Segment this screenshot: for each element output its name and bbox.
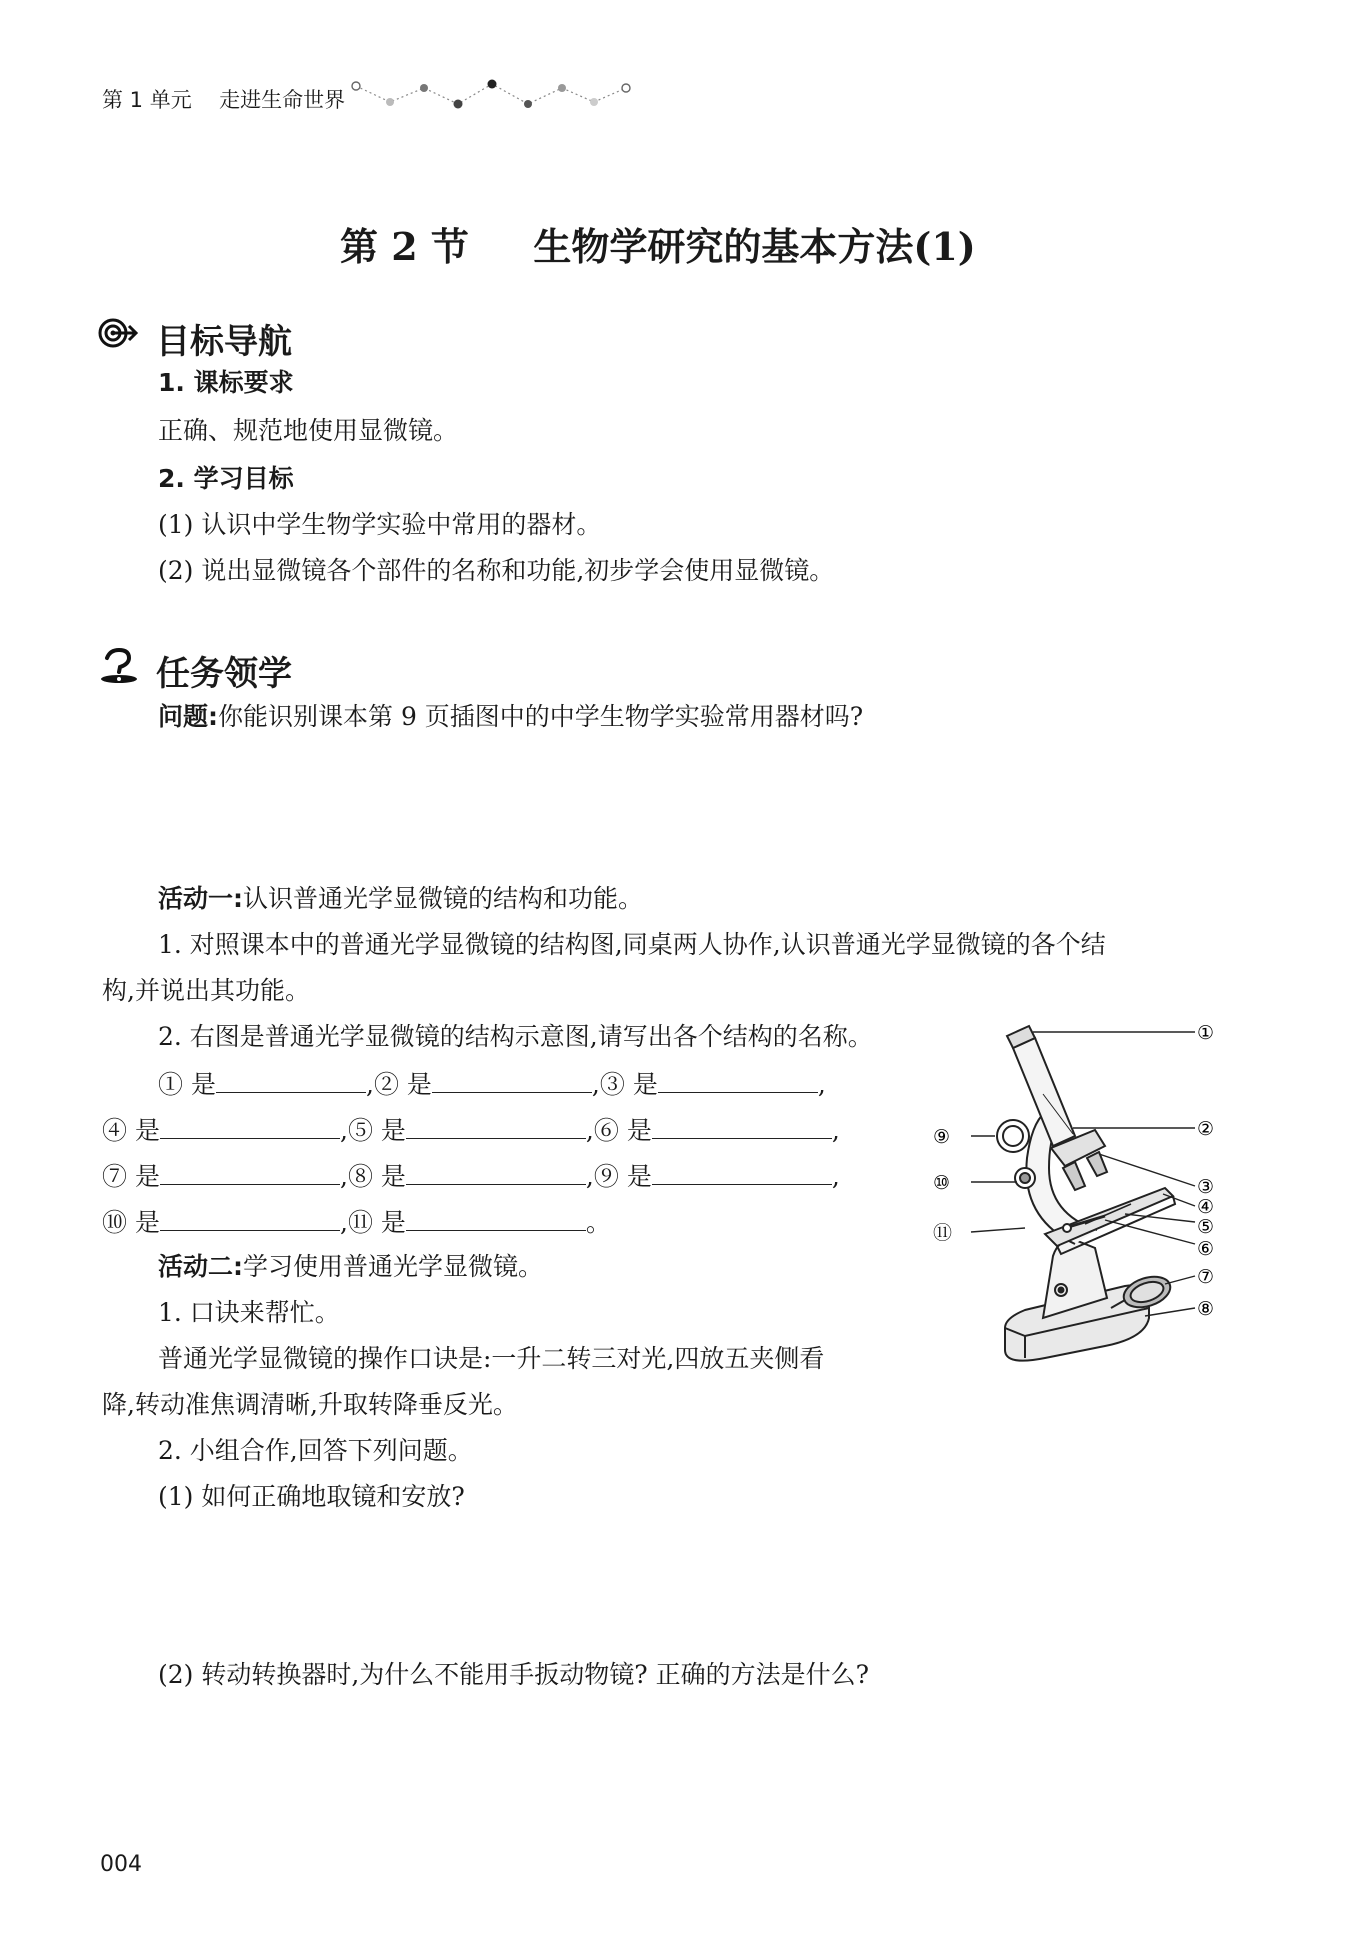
answer-blank-10[interactable] — [160, 1208, 340, 1231]
blank-row-4 — [102, 1208, 611, 1235]
is-word: 是 — [632, 1070, 658, 1099]
period: 。 — [585, 1208, 611, 1237]
blank-label-1: ① — [158, 1070, 184, 1099]
curriculum-text: 正确、规范地使用显微镜。 — [158, 416, 459, 445]
is-word: 是 — [626, 1162, 652, 1191]
comma: , — [817, 1070, 826, 1099]
microscope-diagram — [925, 1018, 1225, 1378]
comma: , — [831, 1162, 840, 1191]
blank-row-3 — [102, 1162, 840, 1189]
is-word: 是 — [134, 1162, 160, 1191]
blank-label-9: ⑨ — [593, 1162, 619, 1191]
answer-blank-9[interactable] — [652, 1162, 832, 1185]
task-question — [158, 704, 863, 729]
answer-blank-11[interactable] — [406, 1208, 586, 1231]
blank-label-7: ⑦ — [102, 1162, 128, 1191]
is-word: 是 — [406, 1070, 432, 1099]
activity1-step1-line1: 1. 对照课本中的普通光学显微镜的结构图,同桌两人协作,认识普通光学显微镜的各个结 — [158, 930, 1106, 959]
activity1-text: 认识普通光学显微镜的结构和功能。 — [243, 884, 644, 913]
answer-blank-4[interactable] — [160, 1116, 340, 1139]
answer-blank-3[interactable] — [658, 1070, 818, 1093]
blank-label-2: ② — [373, 1070, 399, 1099]
activity2-question-1: (1) 如何正确地取镜和安放? — [158, 1482, 465, 1511]
objectives-heading: 目标导航 — [156, 322, 292, 362]
figure-label-10: ⑩ — [933, 1172, 951, 1194]
section-name: 生物学研究的基本方法(1) — [533, 224, 976, 269]
curriculum-label: 1. 课标要求 — [158, 368, 294, 397]
answer-blank-1[interactable] — [216, 1070, 366, 1093]
figure-label-6: ⑥ — [1197, 1238, 1215, 1260]
activity1-label: 活动一: — [158, 884, 243, 913]
answer-blank-6[interactable] — [652, 1116, 832, 1139]
activity1-step1-line2: 构,并说出其功能。 — [102, 976, 310, 1005]
figure-label-1: ① — [1197, 1022, 1215, 1044]
answer-blank-5[interactable] — [406, 1116, 586, 1139]
comma: , — [365, 1070, 374, 1099]
activity2-title — [158, 1254, 543, 1279]
blank-label-5: ⑤ — [347, 1116, 373, 1145]
comma: , — [339, 1208, 348, 1237]
target-icon — [98, 316, 140, 350]
answer-blank-2[interactable] — [432, 1070, 592, 1093]
blank-label-8: ⑧ — [347, 1162, 373, 1191]
page-number: 004 — [100, 1852, 142, 1877]
figure-label-9: ⑨ — [933, 1126, 951, 1148]
comma: , — [339, 1162, 348, 1191]
is-word: 是 — [190, 1070, 216, 1099]
figure-label-3: ③ — [1197, 1176, 1215, 1198]
question-label: 问题: — [158, 702, 218, 731]
blank-row-1 — [158, 1070, 826, 1097]
section-number: 第 2 节 — [340, 224, 469, 269]
blank-label-6: ⑥ — [593, 1116, 619, 1145]
figure-label-11: ⑪ — [933, 1222, 953, 1244]
goal-1: (1) 认识中学生物学实验中常用的器材。 — [158, 510, 602, 539]
tasks-heading: 任务领学 — [156, 654, 292, 694]
figure-label-8: ⑧ — [1197, 1298, 1215, 1320]
comma: , — [585, 1116, 594, 1145]
mnemonic-line2: 降,转动准焦调清晰,升取转降垂反光。 — [102, 1390, 518, 1419]
activity1-step2: 2. 右图是普通光学显微镜的结构示意图,请写出各个结构的名称。 — [158, 1022, 873, 1051]
blank-label-4: ④ — [102, 1116, 128, 1145]
is-word: 是 — [380, 1208, 406, 1237]
figure-label-4: ④ — [1197, 1196, 1215, 1218]
blank-label-11: ⑪ — [347, 1208, 373, 1237]
activity2-text: 学习使用普通光学显微镜。 — [243, 1252, 544, 1281]
header-dots-decoration — [350, 78, 632, 112]
is-word: 是 — [134, 1208, 160, 1237]
comma: , — [831, 1116, 840, 1145]
unit-header — [102, 84, 345, 114]
is-word: 是 — [134, 1116, 160, 1145]
unit-title: 走进生命世界 — [219, 88, 346, 112]
activity2-label: 活动二: — [158, 1252, 243, 1281]
goal-2: (2) 说出显微镜各个部件的名称和功能,初步学会使用显微镜。 — [158, 556, 835, 585]
figure-label-5: ⑤ — [1197, 1216, 1215, 1238]
blank-label-10: ⑩ — [102, 1208, 128, 1237]
figure-label-7: ⑦ — [1197, 1266, 1215, 1288]
answer-blank-8[interactable] — [406, 1162, 586, 1185]
goals-label: 2. 学习目标 — [158, 464, 294, 493]
activity2-question-2: (2) 转动转换器时,为什么不能用手扳动物镜? 正确的方法是什么? — [158, 1660, 870, 1689]
question-text: 你能识别课本第 9 页插图中的中学生物学实验常用器材吗? — [218, 702, 864, 731]
unit-number: 第 1 单元 — [102, 88, 192, 112]
is-word: 是 — [380, 1162, 406, 1191]
activity2-step1: 1. 口诀来帮忙。 — [158, 1298, 340, 1327]
page-title — [340, 216, 976, 271]
question-mark-icon — [98, 648, 140, 686]
blank-label-3: ③ — [599, 1070, 625, 1099]
figure-label-2: ② — [1197, 1118, 1215, 1140]
blank-row-2 — [102, 1116, 840, 1143]
mnemonic-line1: 普通光学显微镜的操作口诀是:一升二转三对光,四放五夹侧看 — [158, 1344, 825, 1373]
activity1-title — [158, 886, 643, 911]
activity2-step2: 2. 小组合作,回答下列问题。 — [158, 1436, 473, 1465]
is-word: 是 — [626, 1116, 652, 1145]
comma: , — [585, 1162, 594, 1191]
answer-blank-7[interactable] — [160, 1162, 340, 1185]
comma: , — [339, 1116, 348, 1145]
is-word: 是 — [380, 1116, 406, 1145]
comma: , — [591, 1070, 600, 1099]
